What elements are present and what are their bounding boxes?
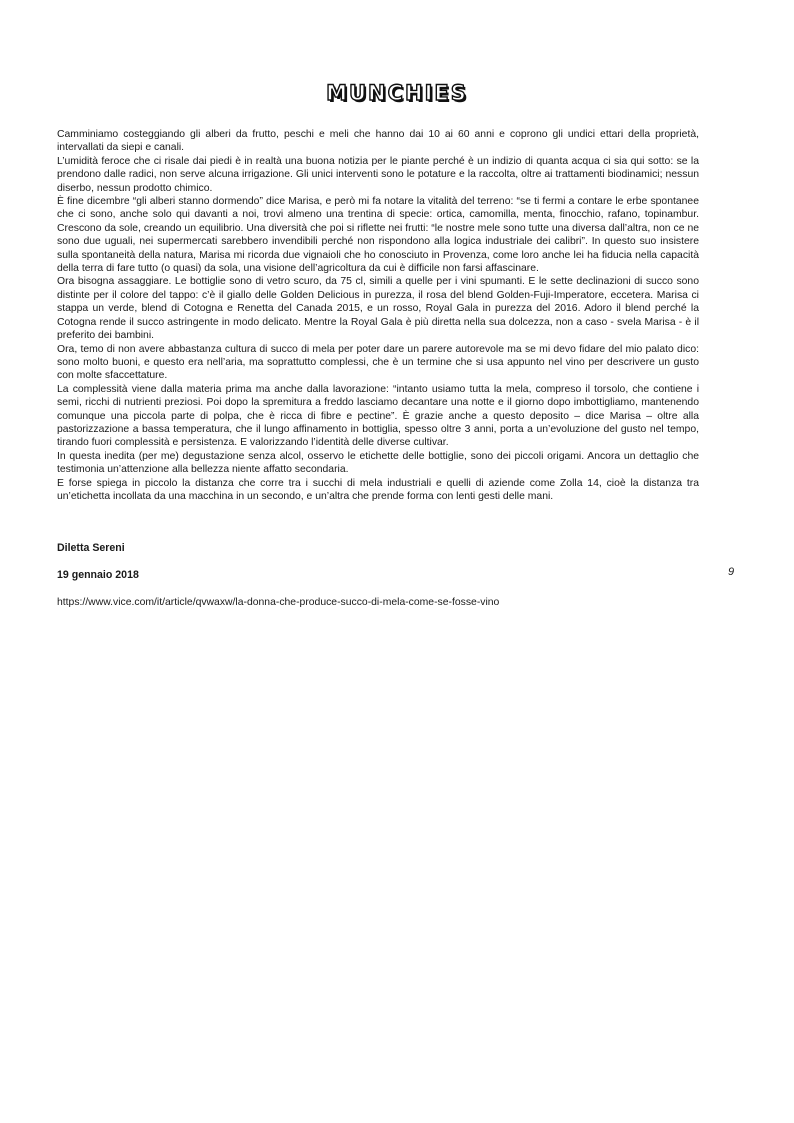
page-number: 9: [728, 566, 735, 578]
article-body: [57, 128, 699, 503]
masthead: [0, 80, 794, 106]
munchies-logo: MUNCHIES: [326, 81, 468, 105]
author-name: Diletta Sereni: [57, 542, 125, 554]
article-paragraph: In questa inedita (per me) degustazione senza alcol, osservo le etichette delle bottiglie, sono dei piccoli origami. Ancora un dettaglio che testimonia un’attenzione alla bellezza niente affatto secondaria.: [57, 450, 699, 476]
article-paragraph: La complessità viene dalla materia prima ma anche dalla lavorazione: “intanto usiamo tutta la mela, compreso il torsolo, che contiene i semi, ricchi di nutrienti preziosi. Poi dopo la spremitura a freddo lasciamo decantare una notte e il giorno dopo imbottigliamo, mantenendo comunque una piccola parte di polpa, che è ricca di fibre e pectine”. È grazie anche a questo deposito – dice Marisa – oltre alla pastorizzazione a bassa temperatura, che il lungo affinamento in bottiglia, spesso oltre 3 anni, porta a un’evoluzione del gusto nel tempo, tirando fuori complessità e persistenza. E valorizzando l’identità delle diverse cultivar.: [57, 383, 699, 449]
publication-date: 19 gennaio 2018: [57, 569, 139, 581]
article-paragraph: È fine dicembre “gli alberi stanno dormendo” dice Marisa, e però mi fa notare la vitalità del terreno: “se ti fermi a contare le erbe spontanee che ci sono, anche solo qui davanti a noi, trovi almeno una trentina di specie: ortica, camomilla, menta, finocchio, rafano, topinambur. Crescono da sole, creando un equilibrio. Una diversità che poi si riflette nei frutti: “le nostre mele sono tutte una diversa dall’altra, non ce ne sono due uguali, nei supermercati sarebbero invendibili perché non rispondono alla logica industriale dei calibri”. In questo suo insistere sulla spontaneità della natura, Marisa mi ricorda due vignaioli che ho conosciuto in Provenza, come loro anche lei ha fiducia nella capacità della terra di fare tutto (o quasi) da sola, una visione dell’agricoltura da cui è difficile non farsi affascinare.: [57, 196, 699, 275]
article-paragraph: E forse spiega in piccolo la distanza che corre tra i succhi di mela industriali e quelli di aziende come Zolla 14, cioè la distanza tra un’etichetta incollata da una macchina in un secondo, e un’altra che prende forma con lenti gesti delle mani.: [57, 477, 699, 502]
article-paragraph: Ora, temo di non avere abbastanza cultura di succo di mela per poter dare un parere autorevole ma se mi devo fidare del mio palato dico: sono molto buoni, e questo era nell’aria, ma soprattutto complessi, che è un termine che si usa appunto nel vino per descrivere un gusto con molte sfaccettature.: [57, 343, 699, 382]
source-link[interactable]: https://www.vice.com/it/article/qvwaxw/la-donna-che-produce-succo-di-mela-come-se-fosse-vino: [57, 597, 500, 608]
article-paragraph: Ora bisogna assaggiare. Le bottiglie sono di vetro scuro, da 75 cl, simili a quelle per i vini spumanti. E le sette declinazioni di succo sono distinte per il colore del tappo: c’è il giallo delle Golden Delicious in purezza, il rosa del blend Golden-Fuji-Imperatore, eccetera. Marisa ci stappa un verde, blend di Cotogna e Renetta del Canada 2015, e un rosso, Royal Gala in purezza del 2016. Adoro il blend perché la Cotogna rende il succo astringente in modo delicato. Mentre la Royal Gala è più diretta nella sua dolcezza, non a caso - svela Marisa - è il preferito dei bambini.: [57, 276, 699, 342]
article-paragraph: L’umidità feroce che ci risale dai piedi è in realtà una buona notizia per le piante perché è un indizio di quanta acqua ci sia qui sotto: se la prendono dalle radici, non serve alcuna irrigazione. Gli unici interventi sono le potature e la raccolta, oltre ai trattamenti biodinamici; nessun diserbo, nessun prodotto chimico.: [57, 155, 699, 194]
article-paragraph: Camminiamo costeggiando gli alberi da frutto, peschi e meli che hanno dai 10 ai 60 anni e coprono gli undici ettari della proprietà, intervallati da siepi e canali.: [57, 129, 699, 154]
